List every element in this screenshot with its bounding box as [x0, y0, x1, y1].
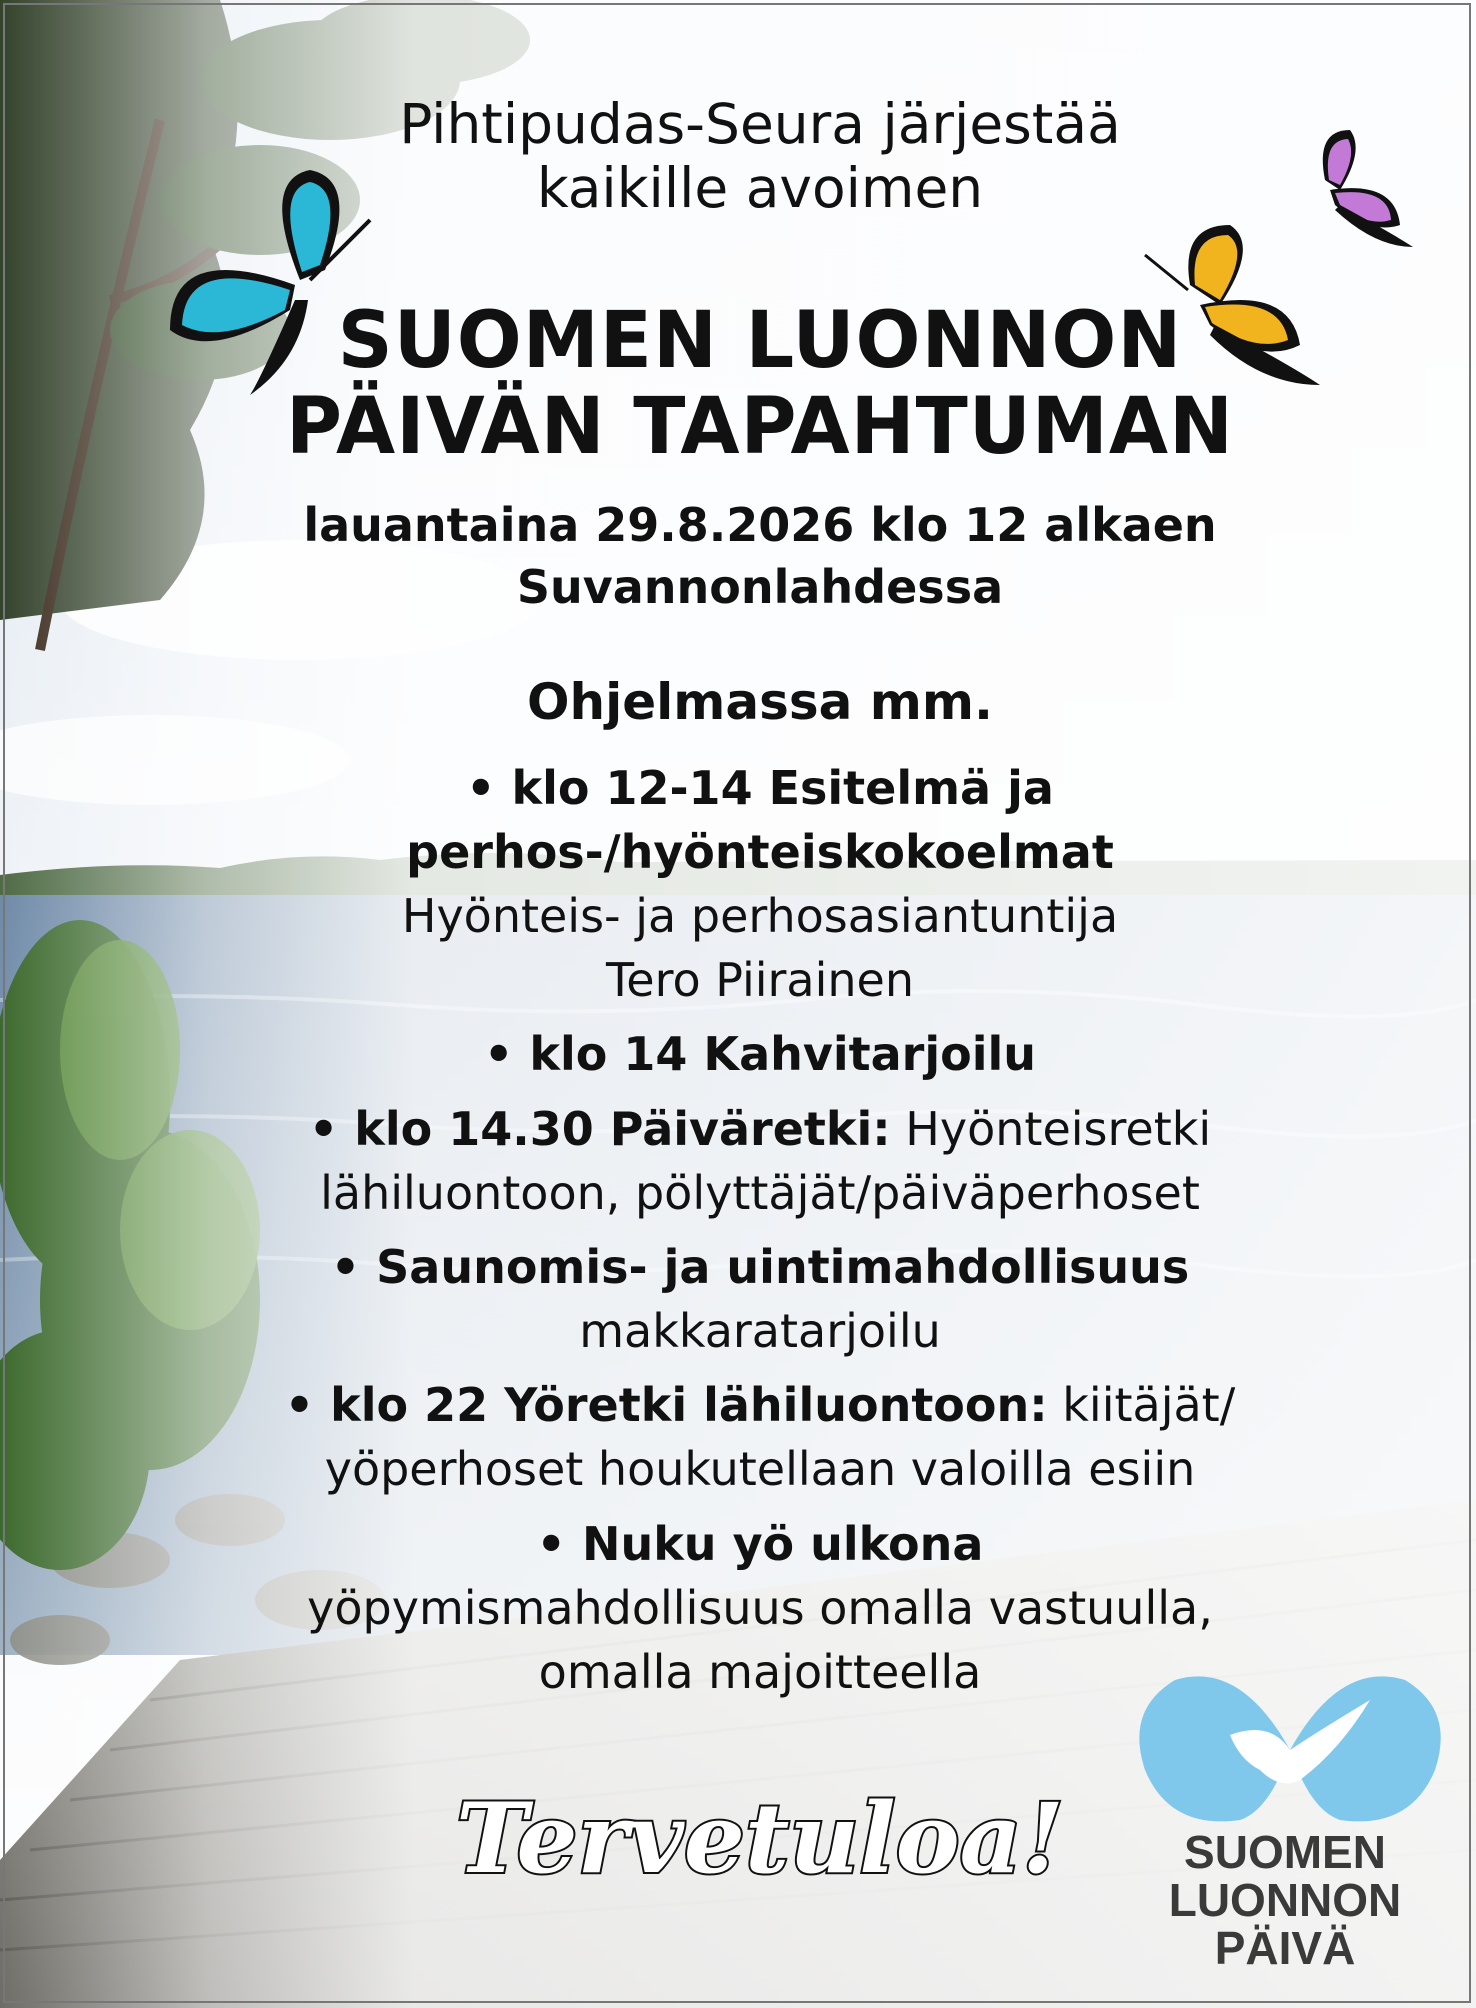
program-item-title: perhos-/hyönteiskokoelmat — [406, 825, 1114, 879]
intro-line: Pihtipudas-Seura järjestää — [399, 92, 1121, 156]
pink-butterfly-illustration — [1285, 125, 1415, 250]
logo-line: SUOMEN — [1184, 1826, 1386, 1878]
program-item — [230, 1097, 1290, 1225]
program-item-title: • klo 14 Kahvitarjoilu — [484, 1027, 1036, 1081]
program-item-detail: Hyönteis- ja perhosasiantuntija — [401, 889, 1119, 943]
event-date: lauantaina 29.8.2026 klo 12 alkaen — [303, 498, 1217, 552]
event-place: Suvannonlahdessa — [516, 560, 1004, 614]
suomen-luonnon-paiva-logo — [1120, 1640, 1460, 1980]
program-item-title: • klo 14.30 Päiväretki: — [308, 1102, 891, 1156]
event-date-place — [230, 494, 1290, 618]
program-item-detail: Hyönteisretki — [890, 1102, 1212, 1156]
program-item — [230, 756, 1290, 1012]
program-heading: Ohjelmassa mm. — [527, 673, 993, 731]
program-item-title: • Nuku yö ulkona — [536, 1517, 984, 1571]
program-item-title: • klo 12-14 Esitelmä ja — [466, 761, 1054, 815]
program-item-title: • klo 22 Yöretki lähiluontoon: — [284, 1378, 1048, 1432]
intro-line: kaikille avoimen — [536, 156, 984, 220]
program-item-detail: lähiluontoon, pölyttäjät/päiväperhoset — [320, 1166, 1200, 1220]
title-line: PÄIVÄN TAPAHTUMAN — [286, 382, 1234, 472]
program-item — [230, 1022, 1290, 1086]
program-item — [230, 1235, 1290, 1363]
program-item-title: • Saunomis- ja uintimahdollisuus — [330, 1240, 1190, 1294]
program-item-detail: kiitäjät/ — [1047, 1378, 1236, 1432]
program-item-detail: omalla majoitteella — [538, 1645, 982, 1699]
welcome-label: Tervetuloa! — [456, 1782, 1064, 1895]
logo-line: PÄIVÄ — [1214, 1922, 1356, 1974]
program-item-detail: makkaratarjoilu — [579, 1304, 941, 1358]
program-item-detail: yöpymismahdollisuus omalla vastuulla, — [307, 1581, 1213, 1635]
intro-text — [230, 92, 1290, 220]
program-item-detail: yöperhoset houkutellaan valoilla esiin — [324, 1442, 1196, 1496]
program-item-detail: Tero Piirainen — [605, 953, 915, 1007]
event-title — [241, 298, 1280, 470]
program-item — [230, 1373, 1290, 1501]
title-line: SUOMEN LUONNON — [337, 296, 1183, 386]
welcome-text — [440, 1780, 1080, 1900]
logo-line: LUONNON — [1168, 1874, 1402, 1926]
